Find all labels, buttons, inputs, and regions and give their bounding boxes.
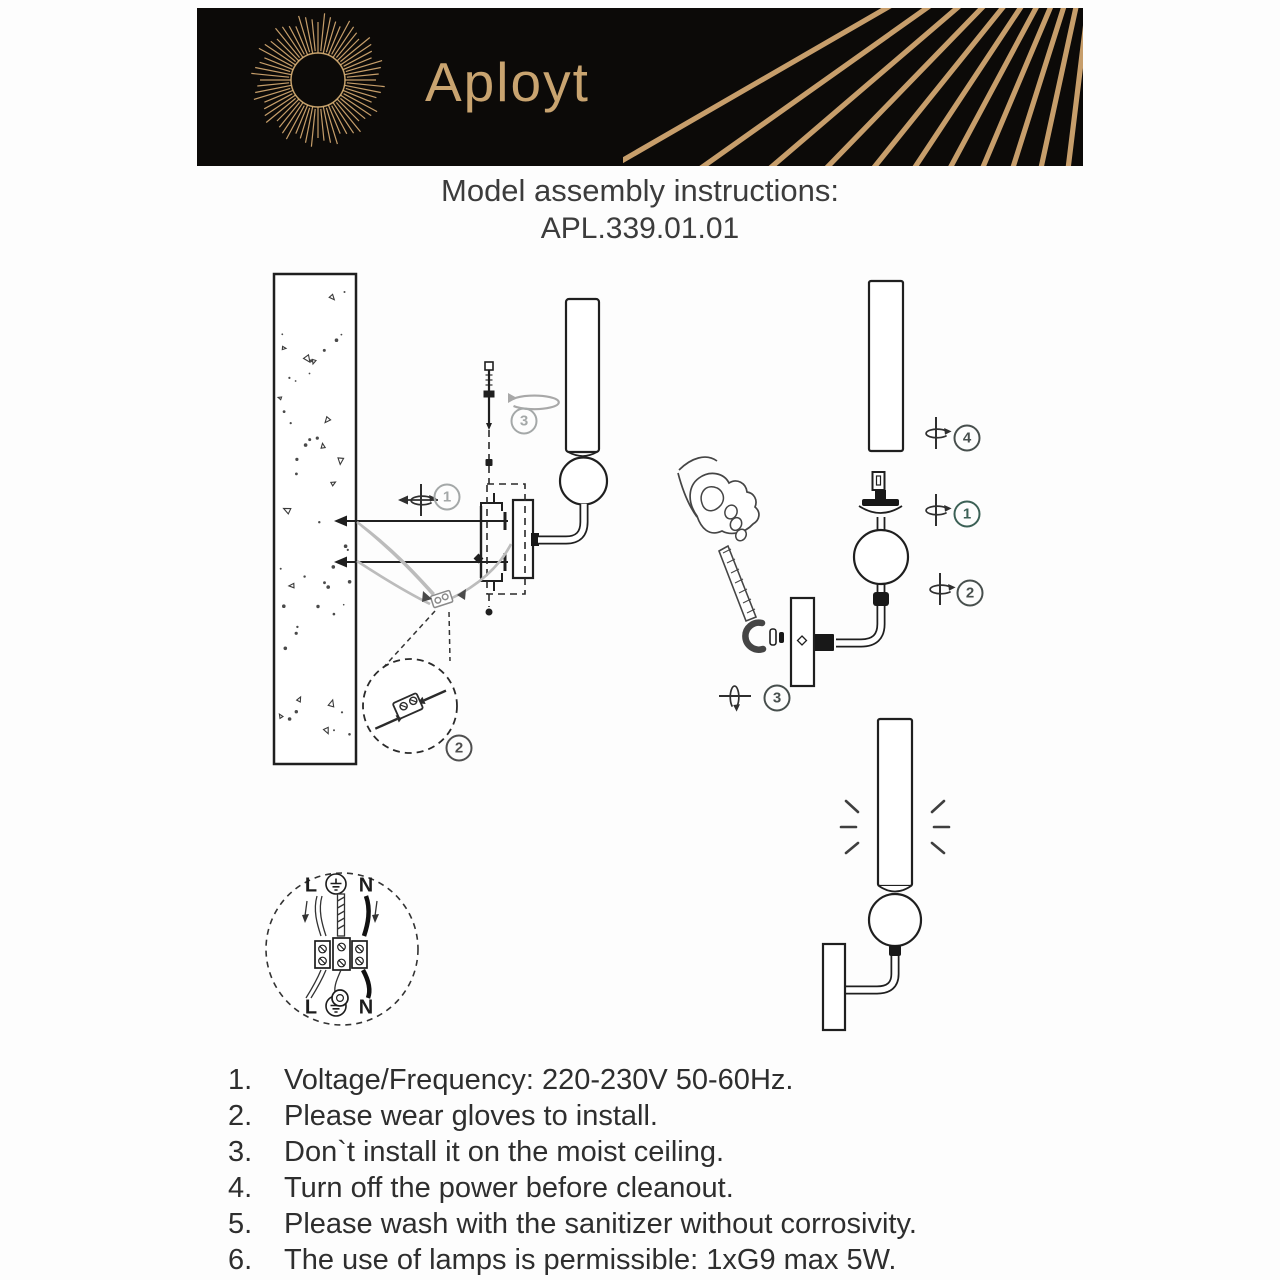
brand-name: Aployt <box>425 51 590 113</box>
instruction-item <box>228 1062 1048 1098</box>
backplate-exploded <box>791 598 814 686</box>
step-3-badge-right: 3 <box>764 685 791 712</box>
step-2-badge-right: 2 <box>957 580 984 607</box>
bulb-socket <box>859 472 902 531</box>
wiring-label-neutral-top: N <box>358 874 374 897</box>
locking-nut <box>770 629 784 645</box>
instruction-text: Turn off the power before cleanout. <box>284 1172 734 1204</box>
lamp-arm-left <box>538 504 584 540</box>
detail-callout <box>363 611 457 753</box>
rotation-step1-icon <box>398 484 438 516</box>
instruction-text: Please wear gloves to install. <box>284 1100 658 1132</box>
rotation-step3-icon <box>508 393 559 409</box>
arm-exploded <box>814 584 889 651</box>
alignment-bead <box>486 459 493 466</box>
instruction-number: 2. <box>228 1100 253 1132</box>
earth-wire <box>338 894 345 936</box>
lamp-sphere-left <box>560 458 607 505</box>
rotation-step1-icon-right <box>926 494 952 526</box>
page-title: Model assembly instructions: <box>441 173 839 208</box>
wiring-label-neutral-bottom: N <box>358 996 374 1019</box>
model-number: APL.339.01.01 <box>540 212 740 245</box>
wiring-label-live-bottom: L <box>304 996 318 1019</box>
step-1-badge-left: 1 <box>434 484 461 511</box>
instruction-number: 5. <box>228 1208 253 1240</box>
instruction-item <box>228 1134 1048 1170</box>
wiring-diagram <box>266 873 418 1025</box>
rotation-step2-icon <box>930 573 956 605</box>
step-2-badge-left: 2 <box>446 735 473 762</box>
mounting-screw-step3 <box>484 362 494 430</box>
hand-with-wrench <box>678 457 763 650</box>
rotation-step4-icon <box>926 417 952 449</box>
lamp-sphere-exploded <box>854 530 908 584</box>
instruction-text: Don`t install it on the moist ceiling. <box>284 1136 725 1168</box>
step-1-badge-right: 1 <box>954 501 981 528</box>
terminal-block <box>315 938 367 970</box>
instruction-item <box>228 1206 1048 1242</box>
instruction-text: Voltage/Frequency: 220-230V 50-60Hz. <box>284 1064 794 1096</box>
instructions-list <box>228 1062 1048 1278</box>
instruction-item <box>228 1170 1048 1206</box>
instruction-item <box>228 1098 1048 1134</box>
alignment-endpoint <box>486 609 493 616</box>
instruction-number: 4. <box>228 1172 253 1204</box>
wire-arrow <box>457 589 466 600</box>
instruction-item <box>228 1242 1048 1278</box>
lamp-shade-left <box>566 299 599 456</box>
step-3-badge-left: 3 <box>511 408 538 435</box>
wiring-label-live-top: L <box>304 874 318 897</box>
rotation-step3-icon-right <box>719 686 751 712</box>
instruction-number: 6. <box>228 1244 253 1276</box>
instruction-text: The use of lamps is permissible: 1xG9 max 5W. <box>284 1244 897 1276</box>
lamp-backplate <box>513 500 539 578</box>
assembled-lamp <box>823 719 949 1030</box>
instruction-number: 1. <box>228 1064 253 1096</box>
instruction-text: Please wash with the sanitizer without corrosivity. <box>284 1208 917 1240</box>
instruction-number: 3. <box>228 1136 253 1168</box>
lamp-shade-exploded <box>869 281 903 451</box>
step-4-badge-right: 4 <box>954 425 981 452</box>
